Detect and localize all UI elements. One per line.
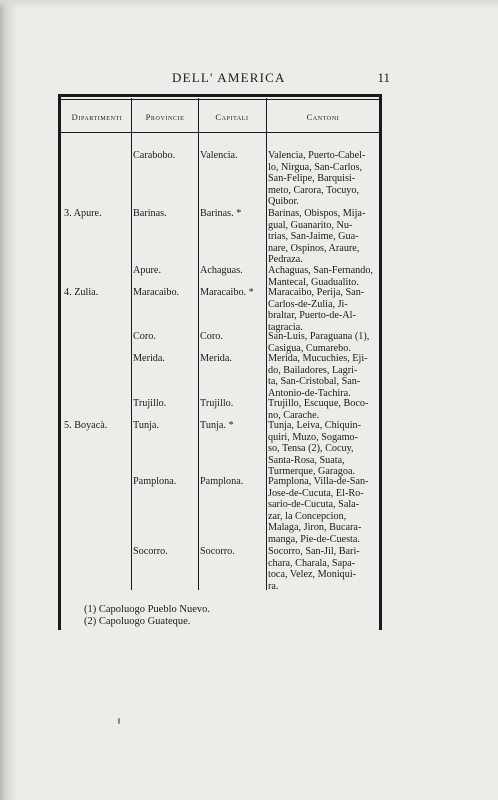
cantoni-line: do, Bailadores, Lagri-	[268, 364, 358, 376]
provincia-cell: Barinas.	[133, 208, 167, 219]
capitale-cell: Coro.	[200, 331, 223, 342]
capitale-cell: Valencia.	[200, 150, 238, 161]
capitale-cell: Maracaibo. *	[200, 287, 254, 298]
page-top-shadow	[0, 0, 498, 10]
capitale-cell: Socorro.	[200, 546, 235, 557]
page-gutter	[0, 0, 16, 800]
cantoni-line: Carlos-de-Zulia, Ji-	[268, 298, 348, 310]
cantoni-line: Mantecal, Guadualito.	[268, 276, 359, 288]
column-header: Cantoni	[306, 112, 340, 122]
provincia-cell: Socorro.	[133, 546, 168, 557]
dipartimento-cell: 3. Apure.	[64, 208, 102, 219]
capitale-cell: Tunja. *	[200, 420, 234, 431]
cantoni-line: Merida, Mucuchies, Eji-	[268, 353, 368, 364]
provincia-cell: Tunja.	[133, 420, 159, 431]
cantoni-line: no, Carache.	[268, 409, 320, 421]
cantoni-line: Quibor.	[268, 196, 299, 208]
cantoni-line: gual, Guanarito, Nu-	[268, 219, 353, 231]
capitale-cell: Achaguas.	[200, 265, 243, 276]
footnote-1: (1) Capoluogo Pueblo Nuevo.	[84, 604, 210, 615]
column-divider-1	[131, 98, 132, 590]
column-divider-3	[266, 98, 267, 590]
capitale-cell: Merida.	[200, 353, 232, 364]
provincia-cell: Maracaibo.	[133, 287, 180, 298]
column-header: Capitali	[215, 112, 249, 122]
cantoni-line: Turmerque, Garagoa.	[268, 466, 356, 478]
cantoni-line: Socorro, San-Jil, Bari-	[268, 546, 360, 557]
cantoni-line: quiri, Muzo, Sogamo-	[268, 431, 358, 443]
table-top-rule-thin	[58, 99, 382, 100]
running-head	[120, 70, 390, 86]
cantoni-line: Achaguas, San-Fernando,	[268, 265, 373, 276]
cantoni-line: Valencia, Puerto-Cabel-	[268, 150, 366, 161]
column-divider-2	[198, 98, 199, 590]
cantoni-line: Jose-de-Cucuta, El-Ro-	[268, 487, 364, 499]
provincia-cell: Pamplona.	[133, 476, 177, 487]
cantoni-line: nare, Ospinos, Araure,	[268, 242, 360, 254]
footnote-2: (2) Capoluogo Guateque.	[84, 616, 191, 627]
cantoni-line: meto, Carora, Tocuyo,	[268, 184, 360, 196]
table-top-rule	[58, 94, 382, 97]
footnotes	[84, 604, 210, 628]
cantoni-line: Pamplona, Villa-de-San-	[268, 476, 369, 487]
cantoni-line: tagracia.	[268, 321, 303, 333]
cantoni-line: braltar, Puerto-de-Al-	[268, 310, 356, 322]
column-header: Dipartimenti	[71, 112, 123, 122]
provincia-cell: Apure.	[133, 265, 162, 276]
cantoni-line: San-Luis, Paraguana (1),	[268, 331, 370, 342]
cantoni-line: lo, Nirgua, San-Carlos,	[268, 161, 363, 173]
cantoni-line: Tunja, Leiva, Chiquin-	[268, 420, 362, 431]
provincia-cell: Merida.	[133, 353, 165, 364]
page-number: 11	[377, 70, 390, 85]
cantoni-line: Maracaibo, Perija, San-	[268, 287, 365, 298]
provincia-cell: Carabobo.	[133, 150, 176, 161]
provincia-cell: Coro.	[133, 331, 156, 342]
cantoni-line: manga, Pie-de-Cuesta.	[268, 534, 360, 545]
table-left-border	[58, 94, 61, 630]
cantoni-line: ra.	[268, 580, 279, 592]
running-title: DELL' AMERICA	[172, 70, 286, 85]
header-bottom-rule	[58, 132, 382, 133]
cantoni-line: Antonio-de-Tachira.	[268, 387, 351, 399]
cantoni-line: toca, Velez, Moniqui-	[268, 569, 357, 581]
capitale-cell: Pamplona.	[200, 476, 244, 487]
provincia-cell: Trujillo.	[133, 398, 167, 409]
cantoni-line: Malaga, Jiron, Bucara-	[268, 522, 362, 534]
paper-speck	[118, 718, 120, 724]
cantoni-line: chara, Charala, Sapa-	[268, 557, 356, 569]
cantoni-line: Santa-Rosa, Suata,	[268, 454, 345, 466]
cantoni-line: so, Tensa (2), Cocuy,	[268, 443, 354, 455]
cantoni-line: Trujillo, Escuque, Boco-	[268, 398, 369, 409]
column-header: Provincie	[145, 112, 185, 122]
cantoni-line: sario-de-Cucuta, Sala-	[268, 499, 360, 511]
cantoni-line: San-Felipe, Barquisi-	[268, 173, 356, 185]
capitale-cell: Barinas. *	[200, 208, 242, 219]
cantoni-line: Casigua, Cumarebo.	[268, 342, 351, 354]
cantoni-line: Pedraza.	[268, 254, 303, 266]
dipartimento-cell: 4. Zulia.	[64, 287, 99, 298]
cantoni-line: Barinas, Obispos, Mija-	[268, 208, 366, 219]
cantoni-line: zar, la Concepcion,	[268, 510, 347, 522]
cantoni-line: trias, San-Jaime, Gua-	[268, 231, 359, 243]
cantoni-line: ta, San-Cristobal, San-	[268, 376, 361, 388]
capitale-cell: Trujillo.	[200, 398, 234, 409]
dipartimento-cell: 5. Boyacà.	[64, 420, 108, 431]
